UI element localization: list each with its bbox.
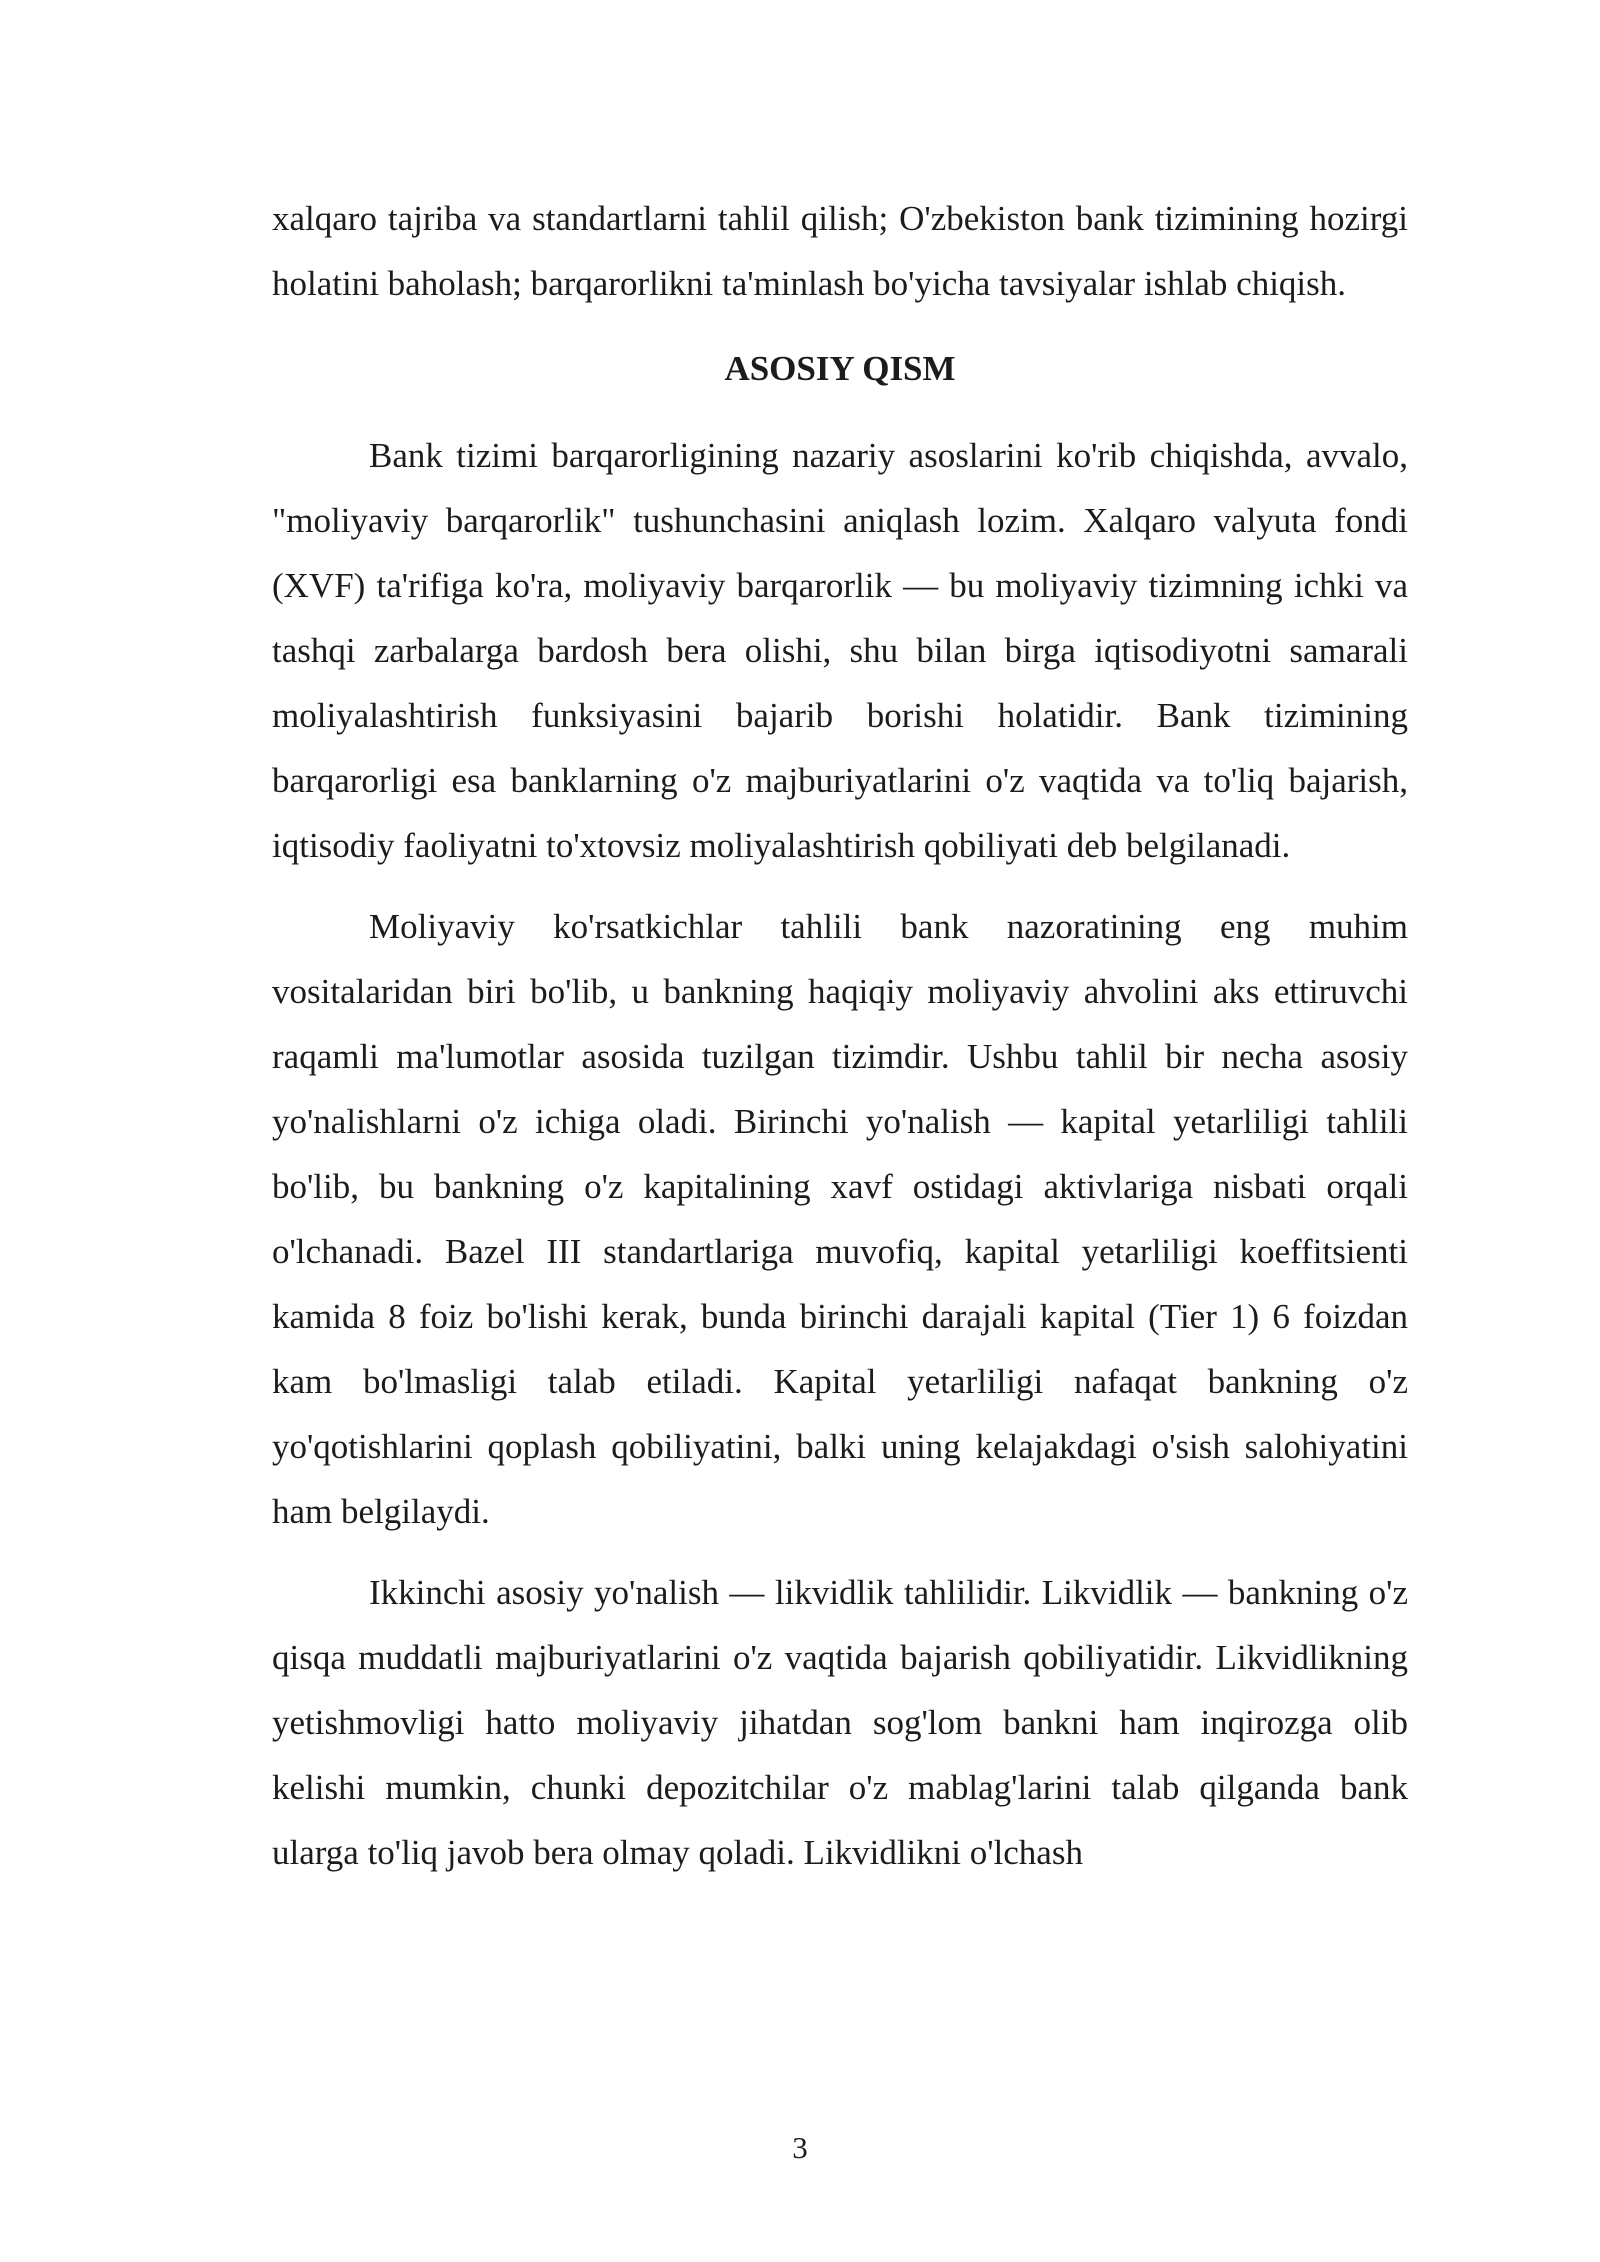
document-page	[272, 186, 1408, 1885]
paragraph-liquidity: Ikkinchi asosiy yo'nalish — likvidlik tahlilidir. Likvidlik — bankning o'z qisqa muddatli majburiyatlarini o'z vaqtida bajarish qobiliyatidir. Likvidlikning yetishmovligi hatto moliyaviy jihatdan sog'lom bankni ham inqirozga olib kelishi mumkin, chunki depozitchilar o'z mablag'larini talab qilganda bank ularga to'liq javob bera olmay qoladi. Likvidlikni o'lchash	[272, 1573, 1408, 1872]
section-heading: ASOSIY QISM	[724, 349, 956, 388]
page-number: 3	[792, 2130, 808, 2165]
paragraph-financial-indicators: Moliyaviy ko'rsatkichlar tahlili bank nazoratining eng muhim vositalaridan biri bo'lib, u bankning haqiqiy moliyaviy ahvolini aks ettiruvchi raqamli ma'lumotlar asosida tuzilgan tizimdir. Ushbu tahlil bir necha asosiy yo'nalishlarni o'z ichiga oladi. Birinchi yo'nalish — kapital yetarliligi tahlili bo'lib, bu bankning o'z kapitalining xavf ostidagi aktivlariga nisbati orqali o'lchanadi. Bazel III standartlariga muvofiq, kapital yetarliligi koeffitsienti kamida 8 foiz bo'lishi kerak, bunda birinchi darajali kapital (Tier 1) 6 foizdan kam bo'lmasligi talab etiladi. Kapital yetarliligi nafaqat bankning o'z yo'qotishlarini qoplash qobiliyatini, balki uning kelajakdagi o'sish salohiyatini ham belgilaydi.	[272, 907, 1408, 1531]
paragraph-intro-continuation: xalqaro tajriba va standartlarni tahlil qilish; O'zbekiston bank tizimining hozirgi holatini baholash; barqarorlikni ta'minlash bo'yicha tavsiyalar ishlab chiqish.	[272, 199, 1408, 303]
paragraph-financial-stability: Bank tizimi barqarorligining nazariy asoslarini ko'rib chiqishda, avvalo, "moliyaviy barqarorlik" tushunchasini aniqlash lozim. Xalqaro valyuta fondi (XVF) ta'rifiga ko'ra, moliyaviy barqarorlik — bu moliyaviy tizimning ichki va tashqi zarbalarga bardosh bera olishi, shu bilan birga iqtisodiyotni samarali moliyalashtirish funksiyasini bajarib borishi holatidir. Bank tizimining barqarorligi esa banklarning o'z majburiyatlarini o'z vaqtida va to'liq bajarish, iqtisodiy faoliyatni to'xtovsiz moliyalashtirish qobiliyati deb belgilanadi.	[272, 436, 1408, 865]
